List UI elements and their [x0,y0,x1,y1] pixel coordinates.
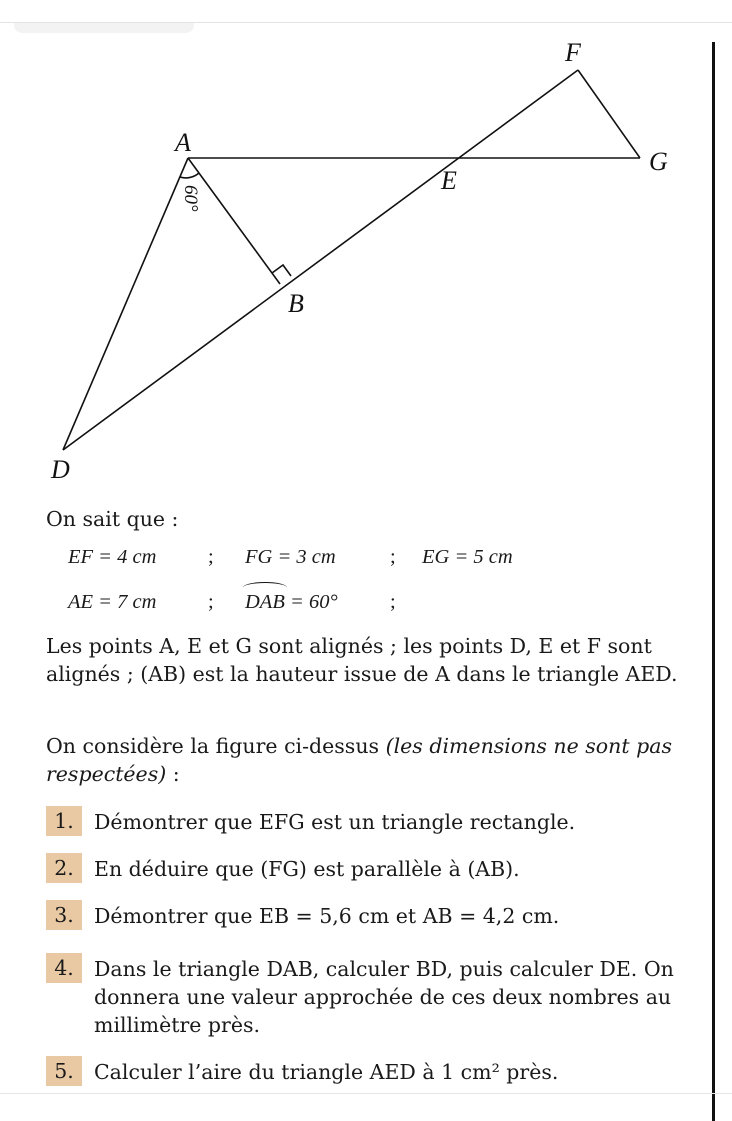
question-1 [46,808,686,836]
eq-separator: ; [390,546,396,568]
segment-df [63,70,578,450]
bottom-separator [0,1093,732,1094]
geometry-figure [0,30,700,490]
question-number: 5. [46,1056,82,1086]
question-number: 4. [46,953,82,983]
question-text: Démontrer que EFG est un triangle rectangle. [94,810,576,834]
paragraph-lead: On considère la figure ci-dessus [46,734,380,758]
eq-ef: EF = 4 cm [68,546,157,568]
question-number: 1. [46,806,82,836]
intro-text: On sait que : [46,507,179,531]
right-border [712,42,715,1121]
point-label-e: E [441,166,457,195]
point-label-g: G [649,147,668,176]
point-label-a: A [175,128,191,157]
angle-dab-name: DAB [245,591,285,613]
question-5 [46,1058,686,1086]
eq-separator: ; [208,591,214,613]
question-4 [46,955,686,1039]
eq-fg: FG = 3 cm [245,546,336,568]
point-label-f: F [565,38,581,67]
paragraph-figure-note [46,732,686,788]
segment-ab [188,158,280,284]
segment-ad [63,158,188,450]
eq-ae: AE = 7 cm [68,591,157,613]
question-2 [46,855,686,883]
question-text: En déduire que (FG) est parallèle à (AB). [94,857,520,881]
question-text: Calculer l’aire du triangle AED à 1 cm² près. [94,1060,559,1084]
question-number: 3. [46,900,82,930]
question-text: Dans le triangle DAB, calculer BD, puis calculer DE. On donnera une valeur approchée de ces deux nombres au millimètre près. [94,957,674,1037]
segment-fg [578,70,640,158]
eq-eg: EG = 5 cm [422,546,513,568]
question-text: Démontrer que EB = 5,6 cm et AB = 4,2 cm. [94,904,560,928]
right-angle-mark [272,265,291,276]
angle-arc [180,173,199,178]
eq-separator: ; [390,591,396,613]
paragraph-italic-note: (les dimensions ne sont pas respectées) [46,734,672,786]
paragraph-colon: : [166,762,180,786]
question-3 [46,902,686,930]
point-label-d: D [51,455,70,484]
eq-angle-dab [245,591,338,614]
angle-dab-value: = 60° [289,591,338,613]
angle-label: 60° [180,185,201,212]
eq-separator: ; [208,546,214,568]
point-label-b: B [288,289,304,318]
question-number: 2. [46,853,82,883]
paragraph-alignment: Les points A, E et G sont alignés ; les points D, E et F sont alignés ; (AB) est la hauteur issue de A dans le triangle AED. [46,634,678,686]
